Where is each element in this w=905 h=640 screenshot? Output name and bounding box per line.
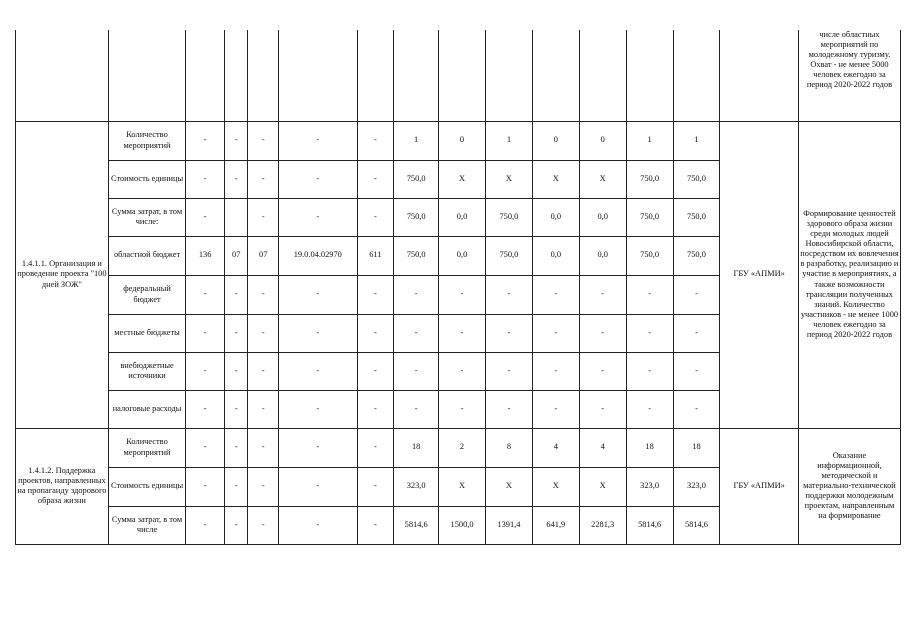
indicator-label: областной бюджет [108, 236, 185, 275]
result-description: Формирование ценностей здорового образа жизни среди молодых людей Новосибирской области, посредством их вовлечения в разработку, реализацию и участие в мероприятиях, а также возможности трансляции полученных знаний. Количество участников - не менее 1000 человек ежегодно за период 2020-2022 годов [798, 121, 900, 428]
value-cell: 323,0 [673, 467, 720, 506]
value-cell: - [579, 275, 626, 314]
value-cell: - [673, 275, 720, 314]
value-cell: 18 [673, 428, 720, 467]
value-cell: 611 [357, 236, 394, 275]
value-cell: 750,0 [626, 198, 673, 236]
value-cell: 07 [225, 236, 248, 275]
value-cell: X [439, 160, 486, 198]
value-cell: - [532, 314, 579, 352]
value-cell: - [225, 467, 248, 506]
value-cell: - [225, 314, 248, 352]
value-cell: 5814,6 [394, 506, 439, 544]
value-cell: - [626, 314, 673, 352]
value-cell: - [532, 275, 579, 314]
indicator-label: внебюджетные источники [108, 352, 185, 390]
continued-row [16, 30, 901, 121]
value-cell: 750,0 [485, 198, 532, 236]
value-cell: - [673, 314, 720, 352]
table-row [16, 121, 901, 160]
value-cell: - [626, 352, 673, 390]
value-cell: - [186, 467, 225, 506]
value-cell: 0,0 [532, 236, 579, 275]
value-cell: - [186, 506, 225, 544]
value-cell: X [439, 467, 486, 506]
value-cell: - [225, 121, 248, 160]
value-cell: 18 [626, 428, 673, 467]
value-cell: - [394, 314, 439, 352]
value-cell: 750,0 [673, 160, 720, 198]
value-cell: 323,0 [626, 467, 673, 506]
value-cell: 0 [532, 121, 579, 160]
value-cell: - [279, 314, 358, 352]
value-cell: 0,0 [439, 236, 486, 275]
value-cell: 4 [532, 428, 579, 467]
program-table [15, 30, 901, 545]
value-cell: - [357, 506, 394, 544]
value-cell: 07 [248, 236, 279, 275]
value-cell: - [248, 314, 279, 352]
value-cell: - [248, 390, 279, 428]
value-cell: - [673, 352, 720, 390]
value-cell: - [439, 314, 486, 352]
value-cell: - [357, 275, 394, 314]
value-cell: - [357, 121, 394, 160]
value-cell: - [394, 352, 439, 390]
value-cell: 750,0 [394, 160, 439, 198]
executor-cell: ГБУ «АПМИ» [720, 121, 799, 428]
value-cell: - [485, 390, 532, 428]
value-cell: - [357, 160, 394, 198]
value-cell: - [439, 275, 486, 314]
value-cell: - [579, 352, 626, 390]
value-cell: - [186, 160, 225, 198]
value-cell: - [279, 121, 358, 160]
value-cell: - [394, 390, 439, 428]
value-cell: - [186, 352, 225, 390]
result-description: числе областных мероприятий по молодежному туризму. Охват - не менее 5000 человек ежегодно за период 2020-2022 годов [798, 30, 900, 121]
value-cell: 1500,0 [439, 506, 486, 544]
indicator-label: Количество мероприятий [108, 428, 185, 467]
result-description: Оказание информационной, методической и материально-технической поддержки молодежным проектам, направленным на формирование [798, 428, 900, 544]
value-cell: 19.0.04.02970 [279, 236, 358, 275]
value-cell: X [579, 467, 626, 506]
value-cell: - [186, 275, 225, 314]
value-cell: 750,0 [626, 160, 673, 198]
executor-cell: ГБУ «АПМИ» [720, 428, 799, 544]
value-cell: - [248, 275, 279, 314]
value-cell: - [579, 390, 626, 428]
value-cell: 750,0 [626, 236, 673, 275]
indicator-label: Стоимость единицы [108, 467, 185, 506]
value-cell: - [248, 198, 279, 236]
value-cell: - [532, 352, 579, 390]
value-cell: - [485, 352, 532, 390]
value-cell: - [225, 506, 248, 544]
value-cell: - [248, 467, 279, 506]
value-cell: - [357, 428, 394, 467]
value-cell: - [248, 121, 279, 160]
value-cell: X [532, 160, 579, 198]
value-cell: 750,0 [485, 236, 532, 275]
value-cell: 641,9 [532, 506, 579, 544]
value-cell: - [439, 390, 486, 428]
value-cell: 5814,6 [626, 506, 673, 544]
value-cell: - [279, 428, 358, 467]
value-cell: 2 [439, 428, 486, 467]
indicator-label: Количество мероприятий [108, 121, 185, 160]
value-cell: - [532, 390, 579, 428]
value-cell: - [225, 160, 248, 198]
value-cell: X [485, 467, 532, 506]
value-cell: 1 [394, 121, 439, 160]
value-cell: X [532, 467, 579, 506]
indicator-label: налоговые расходы [108, 390, 185, 428]
activity-title: 1.4.1.2. Поддержка проектов, направленных на пропаганду здорового образа жизни [16, 428, 109, 544]
value-cell: 1 [485, 121, 532, 160]
value-cell: - [279, 160, 358, 198]
value-cell: 0 [439, 121, 486, 160]
indicator-label: Сумма затрат, в том числе [108, 506, 185, 544]
value-cell: - [279, 352, 358, 390]
value-cell: 750,0 [673, 198, 720, 236]
value-cell: - [186, 390, 225, 428]
value-cell: - [248, 352, 279, 390]
value-cell: 18 [394, 428, 439, 467]
indicator-label: местные бюджеты [108, 314, 185, 352]
value-cell: X [485, 160, 532, 198]
value-cell: - [248, 428, 279, 467]
value-cell: - [279, 275, 358, 314]
value-cell: - [225, 352, 248, 390]
value-cell: - [439, 352, 486, 390]
value-cell: 1 [673, 121, 720, 160]
value-cell: 136 [186, 236, 225, 275]
value-cell: 0 [579, 121, 626, 160]
value-cell: - [485, 275, 532, 314]
value-cell: - [248, 506, 279, 544]
value-cell: 750,0 [394, 198, 439, 236]
value-cell: 8 [485, 428, 532, 467]
indicator-label: федеральный бюджет [108, 275, 185, 314]
value-cell: - [626, 275, 673, 314]
value-cell: - [394, 275, 439, 314]
value-cell: 1 [626, 121, 673, 160]
value-cell: 0,0 [439, 198, 486, 236]
value-cell: - [248, 160, 279, 198]
value-cell: - [485, 314, 532, 352]
value-cell: - [225, 428, 248, 467]
value-cell: - [225, 275, 248, 314]
value-cell: - [357, 314, 394, 352]
value-cell: - [579, 314, 626, 352]
value-cell: - [279, 467, 358, 506]
value-cell: - [279, 390, 358, 428]
value-cell: 1391,4 [485, 506, 532, 544]
value-cell: 4 [579, 428, 626, 467]
value-cell: - [279, 506, 358, 544]
indicator-label: Сумма затрат, в том числе: [108, 198, 185, 236]
value-cell: - [186, 428, 225, 467]
value-cell: - [357, 467, 394, 506]
value-cell: 323,0 [394, 467, 439, 506]
value-cell: - [186, 198, 225, 236]
value-cell: - [186, 314, 225, 352]
value-cell: 0,0 [579, 236, 626, 275]
value-cell: 750,0 [394, 236, 439, 275]
value-cell: - [357, 198, 394, 236]
value-cell: - [279, 198, 358, 236]
value-cell: X [579, 160, 626, 198]
value-cell: 2281,3 [579, 506, 626, 544]
value-cell: - [626, 390, 673, 428]
value-cell: - [357, 352, 394, 390]
value-cell: 750,0 [673, 236, 720, 275]
indicator-label: Стоимость единицы [108, 160, 185, 198]
value-cell: - [357, 390, 394, 428]
value-cell: - [186, 121, 225, 160]
value-cell: - [225, 390, 248, 428]
value-cell: - [673, 390, 720, 428]
value-cell [225, 198, 248, 236]
activity-title: 1.4.1.1. Организация и проведение проекта "100 дней ЗОЖ" [16, 121, 109, 428]
value-cell: 0,0 [579, 198, 626, 236]
table-row [16, 428, 901, 467]
value-cell: 5814,6 [673, 506, 720, 544]
value-cell: 0,0 [532, 198, 579, 236]
